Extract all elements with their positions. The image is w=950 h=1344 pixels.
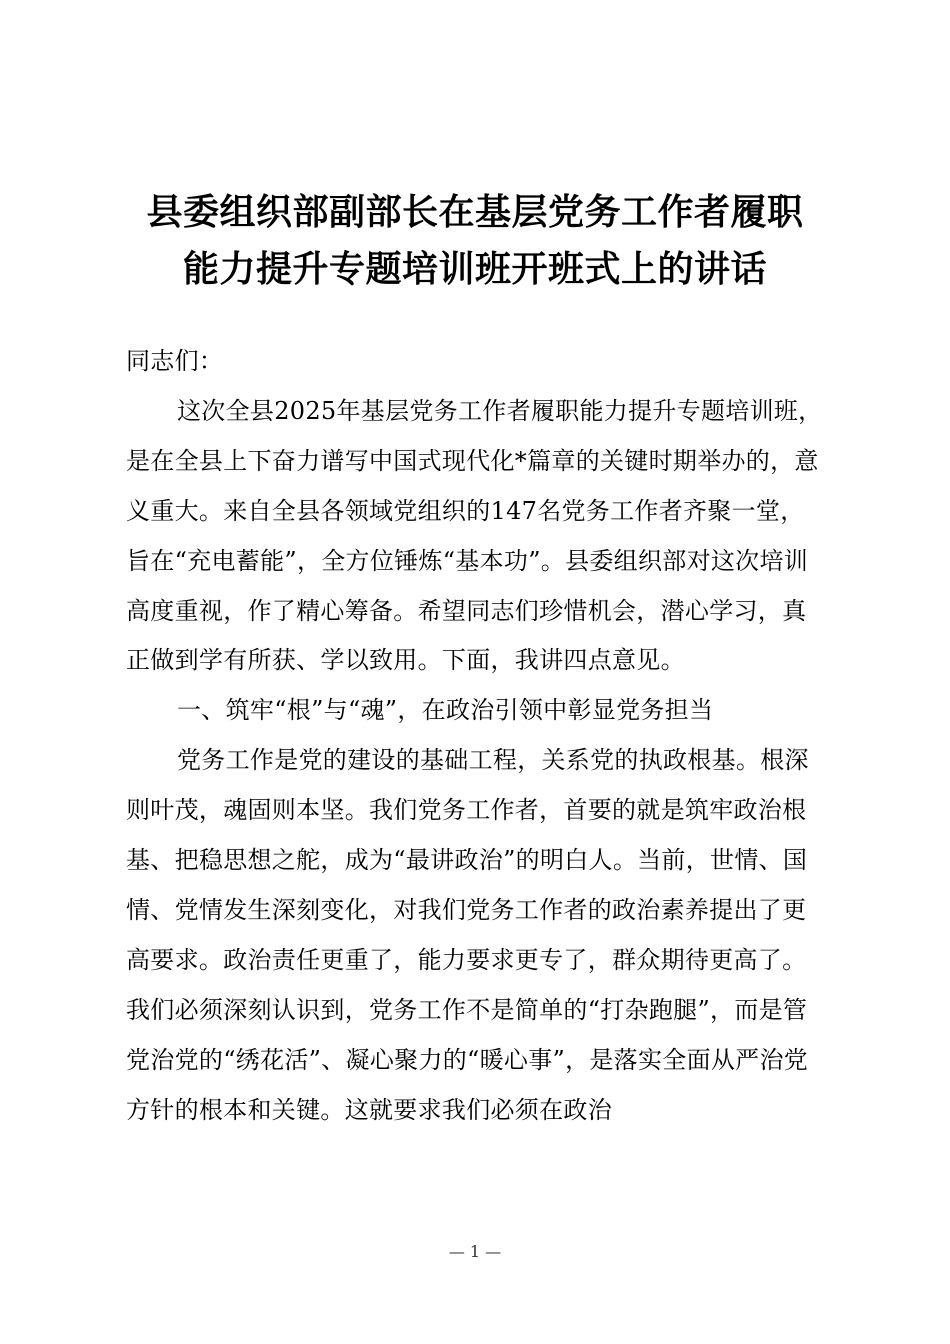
title-line-2: 能力提升专题培训班开班式上的讲话 [182, 249, 767, 290]
section-heading-1: 一、筑牢“根”与“魂”，在政治引领中彰显党务担当 [177, 696, 714, 725]
title-line-1: 县委组织部副部长在基层党务工作者履职 [146, 192, 804, 233]
paragraph-section-1: 党务工作是党的建设的基础工程，关系党的执政根基。根深则叶茂，魂固则本坚。我们党务工作者，首要的就是筑牢政治根基、把稳思想之舵，成为“最讲政治”的明白人。当前，世情、国情、党情发生深刻变化，对我们党务工作者的政治素养提出了更高要求。政治责任更重了，能力要求更专了，群众期待更高了。我们必须深刻认识到，党务工作不是简单的“打杂跑腿”，而是管党治党的“绣花活”、凝心聚力的“暖心事”，是落实全面从严治党方针的根本和关键。这就要求我们必须在政治 [126, 746, 809, 1124]
salutation: 同志们： [126, 347, 224, 375]
paragraph-intro: 这次全县2025年基层党务工作者履职能力提升专题培训班，是在全县上下奋力谱写中国式现代化*篇章的关键时期举办的，意义重大。来自全县各领域党组织的147名党务工作者齐聚一堂，旨在“充电蓄能”，全方位锤炼“基本功”。县委组织部对这次培训高度重视，作了精心筹备。希望同志们珍惜机会，潜心学习，真正做到学有所获、学以致用。下面，我讲四点意见。 [126, 396, 823, 675]
page-number: — 1 — [448, 1242, 502, 1261]
document-body [126, 337, 826, 1136]
document-title [110, 184, 840, 298]
